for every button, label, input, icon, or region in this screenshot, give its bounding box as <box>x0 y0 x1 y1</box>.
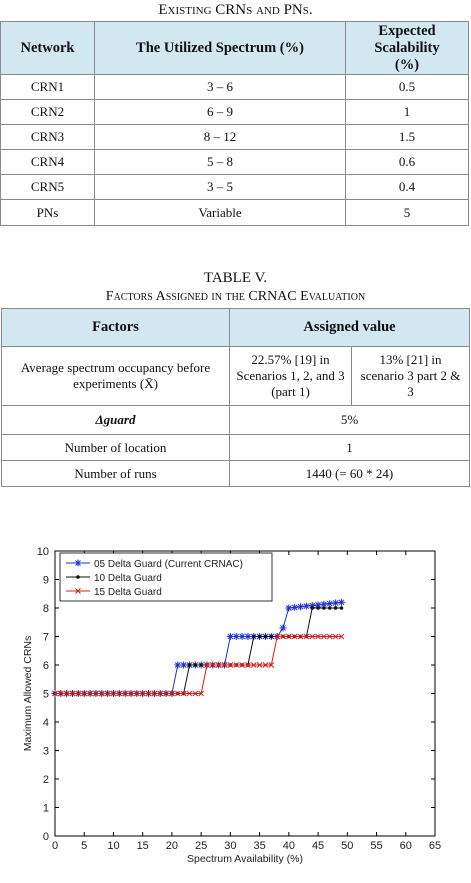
cell: CRN1 <box>1 75 95 100</box>
header-assigned-value: Assigned value <box>230 309 470 347</box>
cell-runs-label: Number of runs <box>2 461 230 487</box>
y-tick-label: 2 <box>42 774 49 786</box>
y-tick-label: 6 <box>42 660 49 672</box>
legend-entry: 10 Delta Guard <box>94 573 162 584</box>
cell: CRN5 <box>1 175 95 200</box>
x-tick-label: 5 <box>81 840 88 852</box>
cell: CRN2 <box>1 100 95 125</box>
x-tick-label: 50 <box>341 840 354 852</box>
cell: PNs <box>1 200 95 226</box>
y-tick-label: 9 <box>42 574 49 587</box>
cell: 0.5 <box>346 75 469 100</box>
x-tick-label: 45 <box>311 840 325 852</box>
scalability-chart <box>0 538 471 883</box>
x-tick-label: 65 <box>428 840 442 852</box>
data-point <box>199 663 203 667</box>
table-row <box>2 406 470 435</box>
x-tick-label: 55 <box>370 840 383 852</box>
cell-runs-value: 1440 (= 60 * 24) <box>230 461 470 487</box>
data-point <box>252 635 256 639</box>
x-axis-label: Spectrum Availability (%) <box>187 853 303 865</box>
cell: 5 – 8 <box>95 150 346 175</box>
x-tick-label: 60 <box>399 840 412 852</box>
cell: 6 – 9 <box>95 100 346 125</box>
table-row <box>2 435 470 461</box>
cell-delta-guard-label: Δguard <box>2 406 230 435</box>
legend-entry: 15 Delta Guard <box>94 587 162 598</box>
x-tick-label: 15 <box>136 840 149 852</box>
data-point <box>194 663 198 667</box>
header-expected-scalability: Expected Scalability (%) <box>346 22 469 75</box>
cell-occupancy-a: 22.57% [19] in Scenarios 1, 2, and 3 (part 1) <box>230 347 352 406</box>
data-point <box>258 635 262 639</box>
cell: 3 – 5 <box>95 175 346 200</box>
table5-label: TABLE V. <box>203 270 268 286</box>
table-v <box>1 308 470 487</box>
x-tick-label: 30 <box>224 840 237 852</box>
cell-delta-guard-value: 5% <box>230 406 470 435</box>
table-row <box>1 100 469 125</box>
table-row <box>1 75 469 100</box>
data-point <box>310 606 314 610</box>
x-tick-label: 20 <box>165 840 179 852</box>
y-tick-label: 5 <box>42 688 49 701</box>
y-tick-label: 0 <box>42 831 49 843</box>
y-tick-label: 10 <box>36 546 49 558</box>
x-tick-label: 0 <box>51 840 59 852</box>
table-row <box>2 347 470 406</box>
table4-caption: Existing CRNs and PNs. <box>158 2 313 18</box>
data-point <box>316 606 320 610</box>
data-point <box>76 575 80 579</box>
cell: 1.5 <box>346 125 469 150</box>
cell: Variable <box>95 200 346 226</box>
table-row <box>2 461 470 487</box>
y-tick-label: 8 <box>42 603 49 615</box>
y-tick-label: 7 <box>42 631 49 644</box>
cell: 1 <box>346 100 469 125</box>
data-point <box>322 606 326 610</box>
table-iv <box>0 21 469 226</box>
data-point <box>334 606 338 610</box>
table5-caption: Factors Assigned in the CRNAC Evaluation <box>105 289 366 304</box>
x-tick-label: 40 <box>282 840 295 852</box>
cell: CRN4 <box>1 150 95 175</box>
cell: 0.6 <box>346 150 469 175</box>
table-row <box>1 200 469 226</box>
cell-location-label: Number of location <box>2 435 230 461</box>
cell-occupancy-label: Average spectrum occupancy before experiments (X̄) <box>2 347 230 406</box>
data-point <box>270 635 274 639</box>
x-tick-label: 35 <box>253 840 266 852</box>
cell: 3 – 6 <box>95 75 346 100</box>
data-point <box>264 635 268 639</box>
table-row <box>1 125 469 150</box>
cell-occupancy-b: 13% [21] in scenario 3 part 2 & 3 <box>352 347 470 406</box>
cell: 8 – 12 <box>95 125 346 150</box>
data-point <box>188 663 192 667</box>
header-utilized-spectrum: The Utilized Spectrum (%) <box>95 22 346 75</box>
cell-location-value: 1 <box>230 435 470 461</box>
cell: 0.4 <box>346 175 469 200</box>
table-row <box>1 175 469 200</box>
legend-entry: 05 Delta Guard (Current CRNAC) <box>94 559 243 570</box>
data-point <box>328 606 332 610</box>
data-point <box>340 606 344 610</box>
y-axis-label: Maximum Allowed CRNs <box>22 635 34 752</box>
y-tick-label: 3 <box>42 745 49 758</box>
x-tick-label: 25 <box>195 840 208 852</box>
header-network: Network <box>1 22 95 75</box>
y-tick-label: 1 <box>42 802 49 815</box>
table-row <box>1 150 469 175</box>
x-tick-label: 10 <box>107 840 120 852</box>
cell: 5 <box>346 200 469 226</box>
y-tick-label: 4 <box>42 717 49 729</box>
header-factors: Factors <box>2 309 230 347</box>
cell: CRN3 <box>1 125 95 150</box>
